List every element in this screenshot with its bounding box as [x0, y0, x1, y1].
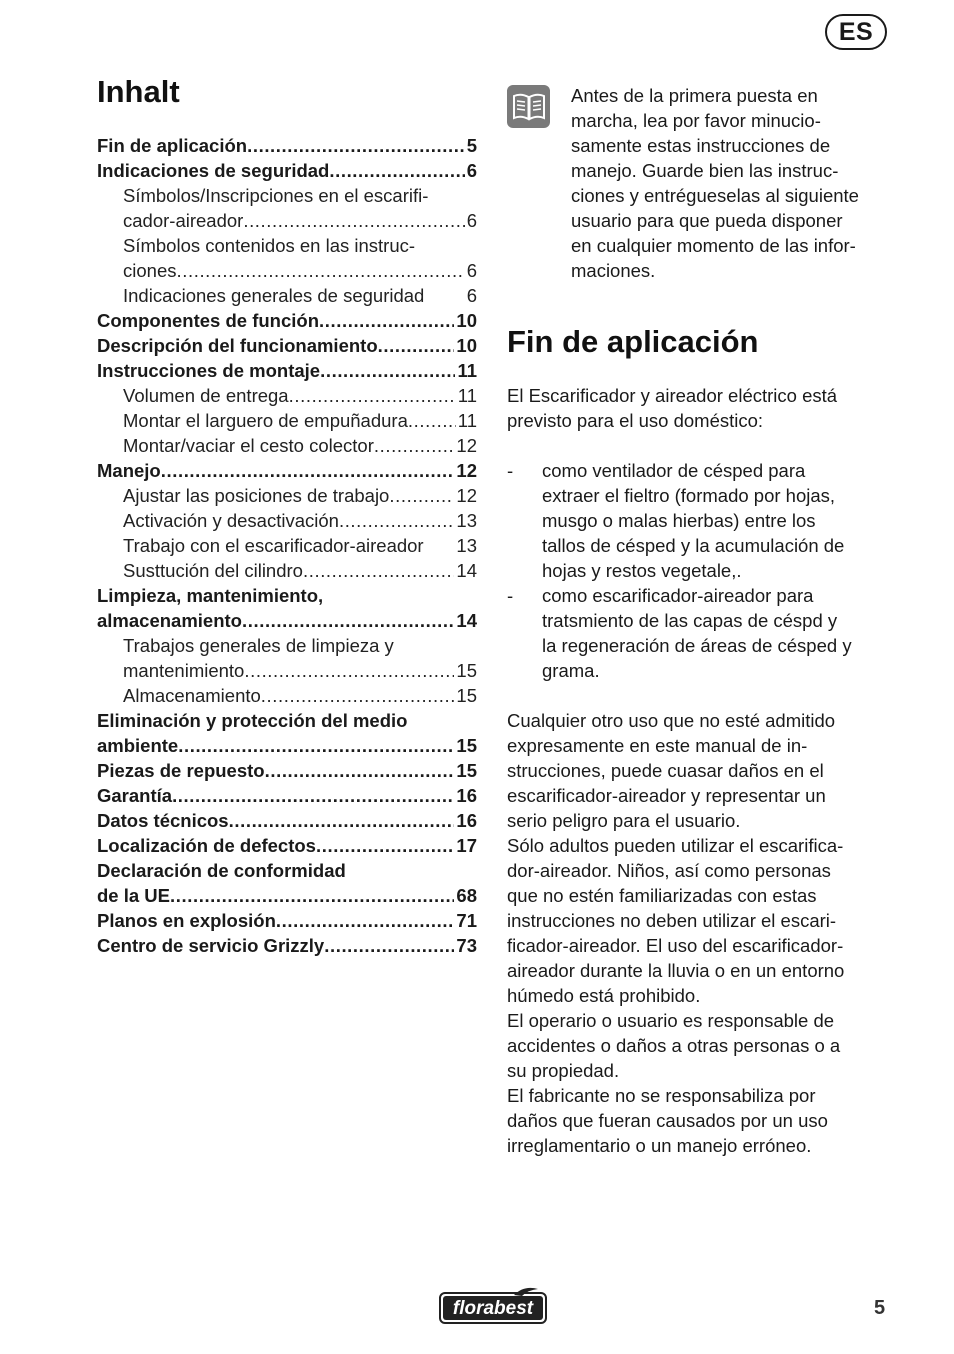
bullet-dash: -	[507, 585, 514, 606]
toc-entry-page: 11	[457, 360, 477, 381]
toc-entry	[97, 608, 477, 633]
toc-entry-page: 5	[466, 135, 477, 156]
language-badge: ES	[825, 14, 887, 50]
text-line: maciones.	[571, 260, 656, 281]
toc-leader-dots	[243, 208, 464, 233]
toc-entry-title: Símbolos contenidos en las instruc-	[123, 235, 416, 256]
toc-entry-page: 10	[456, 335, 477, 356]
toc-entry-title: Susttución del cilindro	[123, 560, 303, 581]
toc-entry	[97, 858, 477, 883]
bullet-dash: -	[507, 460, 514, 481]
toc-entry	[97, 558, 477, 583]
toc-entry-page: 17	[456, 835, 477, 856]
toc-entry-page: 16	[456, 785, 477, 806]
toc-entry-title: Componentes de función	[97, 310, 319, 331]
text-line: dor-aireador. Niños, así como personas	[507, 860, 831, 881]
toc-entry	[97, 408, 477, 433]
table-of-contents	[97, 133, 477, 958]
toc-leader-dots	[316, 833, 454, 858]
book-icon	[507, 85, 550, 128]
toc-leader-dots	[242, 608, 454, 633]
text-line: daños que fueran causados por un uso	[507, 1110, 828, 1131]
notice-text	[571, 83, 859, 283]
toc-entry-title: Garantía	[97, 785, 173, 806]
section-heading: Fin de aplicación	[507, 324, 759, 359]
text-line: tallos de césped y la acumulación de	[542, 535, 845, 556]
toc-entry-page: 68	[456, 885, 477, 906]
toc-entry-title: Fin de aplicación	[97, 135, 248, 156]
toc-entry	[97, 583, 477, 608]
text-line: ficador-aireador. El uso del escarificador-	[507, 935, 844, 956]
toc-entry	[97, 683, 477, 708]
text-line: El Escarificador y aireador eléctrico está	[507, 385, 838, 406]
toc-leader-dots	[172, 783, 454, 808]
toc-entry	[97, 358, 477, 383]
toc-entry-page: 15	[456, 760, 477, 781]
toc-entry-title: Planos en explosión	[97, 910, 276, 931]
toc-leader-dots	[161, 458, 455, 483]
toc-entry-title: Piezas de repuesto	[97, 760, 265, 781]
toc-entry	[97, 933, 477, 958]
toc-entry-title: Símbolos/Inscripciones en el escarifi-	[123, 185, 429, 206]
bullet-text	[542, 583, 852, 683]
toc-entry-page: 13	[456, 510, 477, 531]
toc-leader-dots	[339, 508, 454, 533]
toc-leader-dots	[176, 258, 464, 283]
toc-leader-dots	[170, 883, 454, 908]
text-line: en cualquier momento de las infor-	[571, 235, 856, 256]
toc-leader-dots	[378, 333, 455, 358]
toc-leader-dots	[229, 808, 455, 833]
text-line: El operario o usuario es responsable de	[507, 1010, 835, 1031]
text-line: su propiedad.	[507, 1060, 620, 1081]
toc-entry-title: de la UE	[97, 885, 170, 906]
toc-entry	[97, 533, 477, 558]
text-line: aireador durante la lluvia o en un entorno	[507, 960, 845, 981]
toc-entry-title: Ajustar las posiciones de trabajo	[123, 485, 390, 506]
text-line: como ventilador de césped para	[542, 460, 806, 481]
toc-entry-title: Limpieza, mantenimiento,	[97, 585, 324, 606]
toc-entry-page: 15	[456, 685, 477, 706]
text-line: samente estas instrucciones de	[571, 135, 831, 156]
text-line: previsto para el uso doméstico:	[507, 410, 764, 431]
toc-leader-dots	[389, 483, 454, 508]
toc-entry	[97, 633, 477, 658]
toc-entry-title: Eliminación y protección del medio	[97, 710, 408, 731]
text-line: instrucciones no deben utilizar el escari-	[507, 910, 837, 931]
toc-leader-dots	[261, 683, 455, 708]
text-line: usuario para que pueda disponer	[571, 210, 843, 231]
toc-entry-title: Datos técnicos	[97, 810, 229, 831]
text-line: musgo o malas hierbas) entre los	[542, 510, 816, 531]
toc-entry-title: Centro de servicio Grizzly	[97, 935, 325, 956]
text-line: irreglamentario o un manejo erróneo.	[507, 1135, 812, 1156]
toc-entry-title: ambiente	[97, 735, 179, 756]
text-line: marcha, lea por favor minucio-	[571, 110, 821, 131]
toc-entry	[97, 383, 477, 408]
toc-entry	[97, 258, 477, 283]
toc-entry	[97, 433, 477, 458]
text-line: grama.	[542, 660, 600, 681]
section-intro	[507, 383, 837, 433]
text-line: ciones y entrégueselas al siguiente	[571, 185, 859, 206]
toc-entry-page: 14	[456, 610, 477, 631]
florabest-logo	[438, 1287, 548, 1325]
toc-entry-page: 6	[466, 160, 477, 181]
text-line: Sólo adultos pueden utilizar el escarifica-	[507, 835, 844, 856]
toc-entry-title: Trabajo con el escarificador-aireador	[123, 535, 424, 556]
toc-entry	[97, 333, 477, 358]
toc-entry-title: Activación y desactivación	[123, 510, 339, 531]
toc-entry	[97, 458, 477, 483]
toc-leader-dots	[244, 658, 454, 683]
toc-entry-page: 15	[456, 735, 477, 756]
toc-entry-title: Indicaciones de seguridad	[97, 160, 330, 181]
toc-entry-page: 11	[457, 410, 477, 431]
toc-entry	[97, 733, 477, 758]
toc-leader-dots	[289, 383, 456, 408]
toc-entry-page: 73	[456, 935, 477, 956]
toc-leader-dots	[320, 358, 455, 383]
toc-entry	[97, 758, 477, 783]
toc-entry-title: Indicaciones generales de seguridad	[123, 285, 425, 306]
logo-text: florabest	[452, 1298, 534, 1319]
toc-heading: Inhalt	[97, 74, 180, 109]
toc-entry-title: Volumen de entrega	[123, 385, 289, 406]
toc-entry-title: ciones	[123, 260, 177, 281]
toc-entry-page: 12	[456, 485, 477, 506]
toc-leader-dots	[247, 133, 465, 158]
toc-leader-dots	[374, 433, 455, 458]
text-line: serio peligro para el usuario.	[507, 810, 741, 831]
text-line: la regeneración de áreas de césped y	[542, 635, 852, 656]
toc-leader-dots	[265, 758, 455, 783]
toc-entry-page: 13	[456, 535, 477, 556]
text-line: como escarificador-aireador para	[542, 585, 814, 606]
toc-entry	[97, 508, 477, 533]
toc-entry-page: 10	[456, 310, 477, 331]
toc-entry-page: 12	[456, 435, 477, 456]
toc-entry-page: 71	[456, 910, 477, 931]
toc-entry-page: 15	[456, 660, 477, 681]
toc-entry-title: Localización de defectos	[97, 835, 316, 856]
toc-entry	[97, 183, 477, 208]
toc-entry-page: 6	[466, 260, 477, 281]
text-line: que no estén familiarizadas con estas	[507, 885, 817, 906]
toc-entry	[97, 783, 477, 808]
text-line: strucciones, puede cuasar daños en el	[507, 760, 824, 781]
toc-entry-page: 12	[456, 460, 477, 481]
toc-leader-dots	[324, 933, 454, 958]
toc-entry	[97, 283, 477, 308]
toc-entry-page: 6	[466, 285, 477, 306]
toc-entry-title: Montar/vaciar el cesto colector	[123, 435, 374, 456]
toc-entry	[97, 158, 477, 183]
toc-leader-dots	[329, 158, 464, 183]
page-number: 5	[874, 1297, 886, 1319]
text-line: Cualquier otro uso que no esté admitido	[507, 710, 836, 731]
toc-leader-dots	[319, 308, 454, 333]
toc-entry-page: 11	[457, 385, 477, 406]
toc-entry-title: Instrucciones de montaje	[97, 360, 321, 381]
toc-entry-page: 14	[456, 560, 477, 581]
text-line: tratsmiento de las capas de céspd y	[542, 610, 838, 631]
toc-entry-title: Trabajos generales de limpieza y	[123, 635, 394, 656]
text-line: Antes de la primera puesta en	[571, 85, 818, 106]
text-line: expresamente en este manual de in-	[507, 735, 808, 756]
toc-entry	[97, 908, 477, 933]
bullet-text	[542, 458, 844, 583]
toc-leader-dots	[276, 908, 455, 933]
toc-entry	[97, 808, 477, 833]
toc-entry	[97, 208, 477, 233]
toc-entry-title: Almacenamiento	[123, 685, 261, 706]
toc-entry-page: 6	[466, 210, 477, 231]
toc-entry	[97, 483, 477, 508]
toc-entry-title: Declaración de conformidad	[97, 860, 346, 881]
text-line: húmedo está prohibido.	[507, 985, 701, 1006]
text-line: extraer el fieltro (formado por hojas,	[542, 485, 836, 506]
toc-entry	[97, 833, 477, 858]
text-line: hojas y restos vegetale,.	[542, 560, 742, 581]
toc-entry	[97, 708, 477, 733]
toc-entry-title: almacenamiento	[97, 610, 242, 631]
text-line: accidentes o daños a otras personas o a	[507, 1035, 841, 1056]
toc-entry	[97, 233, 477, 258]
text-line: El fabricante no se responsabiliza por	[507, 1085, 816, 1106]
toc-entry-title: Montar el larguero de empuñadura	[123, 410, 408, 431]
toc-leader-dots	[178, 733, 454, 758]
toc-entry-title: Manejo	[97, 460, 161, 481]
toc-entry	[97, 658, 477, 683]
toc-entry	[97, 133, 477, 158]
text-line: escarificador-aireador y representar un	[507, 785, 826, 806]
toc-entry-page: 16	[456, 810, 477, 831]
toc-leader-dots	[303, 558, 454, 583]
toc-entry-title: Descripción del funcionamiento	[97, 335, 378, 356]
toc-leader-dots	[408, 408, 456, 433]
section-body	[507, 708, 844, 1158]
toc-entry-title: mantenimiento	[123, 660, 245, 681]
text-line: manejo. Guarde bien las instruc-	[571, 160, 839, 181]
toc-entry	[97, 883, 477, 908]
toc-entry-title: cador-aireador	[123, 210, 244, 231]
toc-entry	[97, 308, 477, 333]
